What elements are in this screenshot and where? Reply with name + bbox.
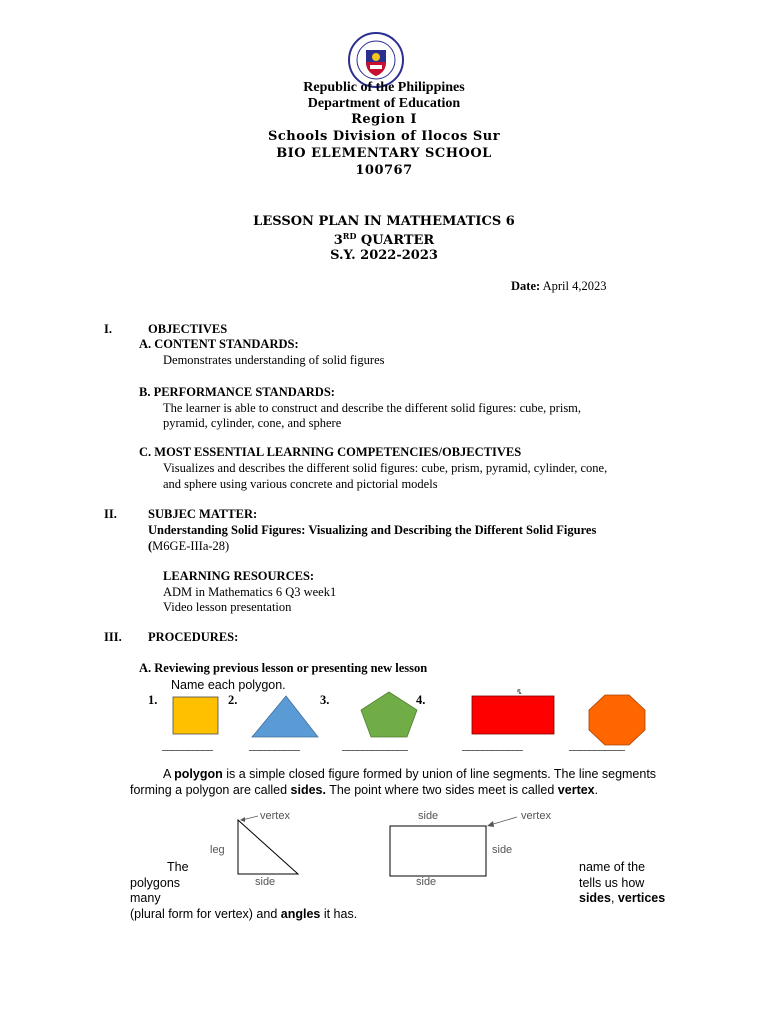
- resources-heading: LEARNING RESOURCES:: [163, 569, 315, 583]
- polygon-number-1: 1.: [148, 693, 158, 707]
- rectangle-side-right-label: side: [492, 844, 513, 856]
- pentagon-shape: [358, 690, 420, 740]
- region-line: Region I: [351, 112, 417, 127]
- resource-2: Video lesson presentation: [163, 600, 292, 614]
- tail-sides-vertices: sides, vertices: [579, 891, 666, 905]
- performance-standards-heading: B. PERFORMANCE STANDARDS:: [139, 385, 335, 399]
- rectangle-side-bottom-label: side: [416, 876, 437, 888]
- tail-many: many: [130, 891, 161, 905]
- procedures-heading: PROCEDURES:: [148, 630, 239, 644]
- polygon-definition-line-1: A polygon is a simple closed figure formed by union of line segments. The line segments: [163, 767, 657, 781]
- triangle-shape: [250, 694, 320, 739]
- performance-standards-text-2: pyramid, cylinder, cone, and sphere: [163, 416, 342, 430]
- triangle-side-label: side: [255, 876, 276, 888]
- triangle-leg-label: leg: [210, 844, 225, 856]
- review-heading: A. Reviewing previous lesson or presenting new lesson: [139, 661, 428, 675]
- performance-standards-text-1: The learner is able to construct and describe the different solid figures: cube, prism,: [163, 401, 582, 415]
- polygon-definition-line-2: forming a polygon are called sides. The point where two sides meet is called vertex.: [130, 783, 599, 797]
- answer-blank-5[interactable]: ___________: [569, 738, 624, 752]
- date-line: Date: April 4,2023: [511, 279, 607, 293]
- polygon-number-2: 2.: [228, 693, 238, 707]
- melc-text-2: and sphere using various concrete and pictorial models: [163, 477, 438, 491]
- polygon-number-4: 4.: [416, 693, 426, 707]
- resource-1: ADM in Mathematics 6 Q3 week1: [163, 585, 337, 599]
- rectangle-vertex-label: vertex: [521, 810, 551, 822]
- tail-last-line: (plural form for vertex) and angles it has.: [130, 907, 358, 921]
- school-id: 100767: [355, 163, 413, 178]
- answer-blank-1[interactable]: __________: [162, 738, 212, 752]
- square-shape: [170, 695, 222, 737]
- objectives-heading: OBJECTIVES: [148, 322, 228, 336]
- melc-text-1: Visualizes and describes the different solid figures: cube, prism, pyramid, cylinder, cone,: [163, 461, 608, 475]
- subject-number: II.: [104, 507, 117, 521]
- rectangle-side-top-label: side: [418, 810, 439, 822]
- quarter-line: 3RD QUARTER: [333, 231, 435, 248]
- answer-blank-4[interactable]: ____________: [462, 738, 522, 752]
- division-line: Schools Division of Ilocos Sur: [267, 129, 501, 144]
- tail-polygons: polygons: [130, 876, 181, 890]
- content-standards-heading: A. CONTENT STANDARDS:: [139, 337, 299, 351]
- polygon-number-5: 5.: [517, 688, 523, 694]
- lesson-plan-title: LESSON PLAN IN MATHEMATICS 6: [253, 214, 515, 229]
- subject-title: Understanding Solid Figures: Visualizing and Describing the Different Solid Figures: [148, 523, 597, 537]
- rectangle-shape: [470, 694, 556, 736]
- answer-blank-3[interactable]: _____________: [342, 738, 407, 752]
- school-year: S.Y. 2022-2023: [330, 248, 438, 263]
- tail-name-of-the: name of the: [579, 860, 646, 874]
- answer-blank-2[interactable]: __________: [249, 738, 299, 752]
- tail-the: The: [167, 860, 189, 874]
- department-line: Department of Education: [307, 96, 461, 111]
- content-standards-text: Demonstrates understanding of solid figures: [163, 353, 385, 367]
- procedures-number: III.: [104, 630, 122, 644]
- tail-tells-us-how: tells us how: [579, 876, 645, 890]
- triangle-vertex-label: vertex: [260, 810, 290, 822]
- subject-code: (M6GE-IIIa-28): [148, 539, 230, 553]
- subject-heading: SUBJEC MATTER:: [148, 507, 258, 521]
- objectives-number: I.: [104, 322, 112, 336]
- rectangle-diagram: [385, 808, 535, 878]
- school-name: BIO ELEMENTARY SCHOOL: [276, 146, 492, 161]
- review-instruction: Name each polygon.: [171, 678, 286, 692]
- melc-heading: C. MOST ESSENTIAL LEARNING COMPETENCIES/OBJECTIVES: [139, 445, 522, 459]
- polygon-number-3: 3.: [320, 693, 330, 707]
- republic-line: Republic of the Philippines: [303, 80, 465, 95]
